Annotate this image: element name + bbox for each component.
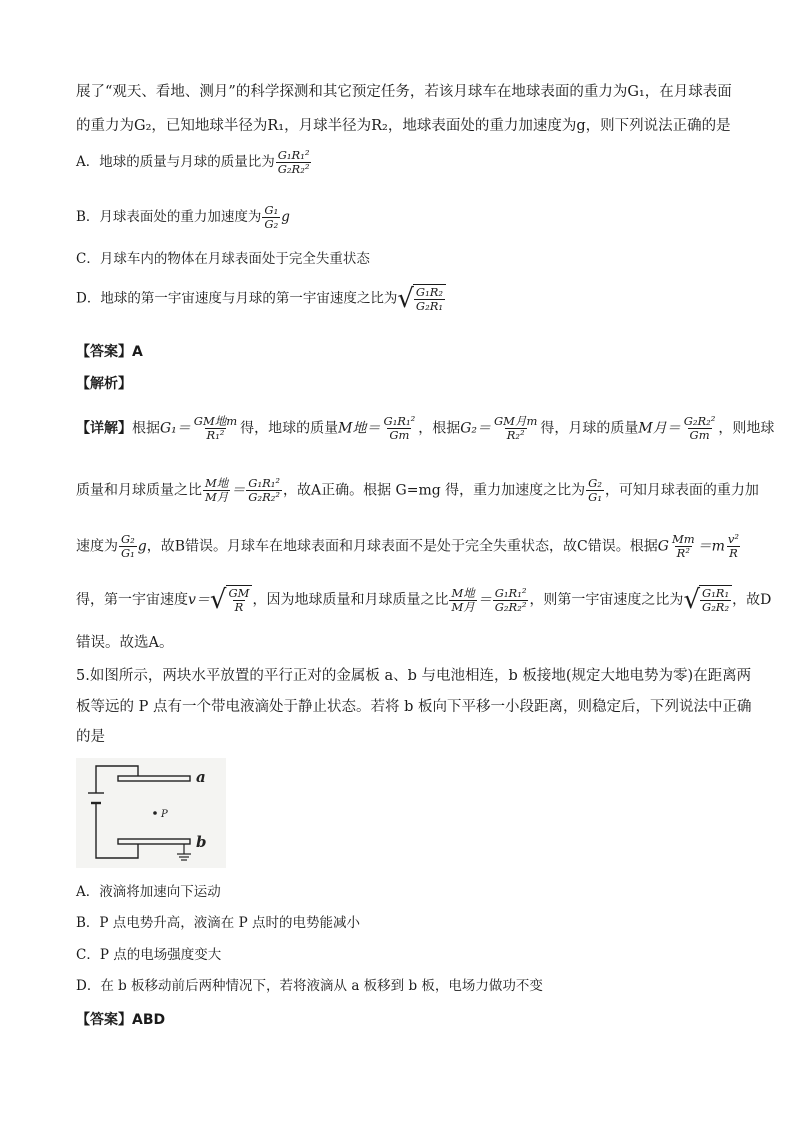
fraction bbox=[682, 415, 718, 442]
fraction-numerator: G₁R₁² bbox=[248, 476, 280, 490]
q4-option-d bbox=[76, 284, 446, 314]
fraction bbox=[449, 587, 476, 614]
q4-option-c: C．月球车内的物体在月球表面处于完全失重状态 bbox=[76, 251, 370, 267]
fraction-numerator: G₁ bbox=[264, 203, 279, 217]
q4-option-b bbox=[76, 204, 290, 231]
fraction bbox=[119, 533, 137, 560]
equals-sign: ＝ bbox=[477, 592, 492, 608]
label-p: P bbox=[161, 809, 168, 820]
q4-option-b-g: g bbox=[281, 209, 290, 225]
radical-sign: √ bbox=[209, 585, 227, 615]
fraction-numerator: GM月m bbox=[494, 414, 538, 428]
q4-detail-line-2 bbox=[76, 477, 759, 504]
sqrt bbox=[683, 585, 732, 615]
fraction bbox=[382, 415, 418, 442]
text: 得，月球的质量 bbox=[540, 420, 639, 437]
fraction-numerator: Mm bbox=[671, 532, 695, 546]
text: ，可知月球表面的重力加 bbox=[604, 482, 759, 499]
fraction bbox=[726, 533, 741, 560]
fraction bbox=[203, 477, 230, 504]
fraction-denominator: G₂R₂² bbox=[277, 162, 310, 176]
g-symbol: g bbox=[137, 538, 147, 555]
text: ，故A正确。根据 G=mg 得，重力加速度之比为 bbox=[282, 482, 586, 499]
fraction-denominator: R bbox=[729, 546, 738, 560]
text: ，因为地球质量和月球质量之比 bbox=[252, 592, 449, 608]
fraction-numerator: GM地m bbox=[193, 414, 238, 428]
fraction-numerator: G₁R₂ bbox=[415, 285, 443, 299]
fraction-numerator: G₁R₁ bbox=[702, 586, 730, 600]
q5-stem-line-2: 板等远的 P 点有一个带电液滴处于静止状态。若将 b 板向下平移一小段距离，则稳定后，下列说法中正确 bbox=[76, 699, 752, 715]
q5-answer: 【答案】ABD bbox=[76, 1012, 166, 1028]
detail-label: 【详解】 bbox=[76, 420, 132, 437]
q5-option-d: D．在 b 板移动前后两种情况下，若将液滴从 a 板移到 b 板，电场力做功不变 bbox=[76, 978, 543, 994]
q5-option-a: A．液滴将加速向下运动 bbox=[76, 884, 221, 900]
fraction-denominator: R² bbox=[676, 546, 690, 560]
q5-stem-line-3: 的是 bbox=[76, 729, 105, 745]
fraction-denominator: G₁ bbox=[121, 546, 135, 560]
fraction-denominator: Gm bbox=[689, 428, 710, 442]
q4-option-a-fraction bbox=[276, 149, 312, 176]
fraction-denominator: M月 bbox=[451, 599, 475, 614]
fraction-denominator: G₂ bbox=[264, 217, 279, 231]
q5-option-c: C．P 点的电场强度变大 bbox=[76, 947, 222, 963]
text: 得，地球的质量 bbox=[240, 420, 339, 437]
fraction-numerator: M地 bbox=[205, 476, 229, 490]
fraction bbox=[192, 415, 239, 442]
fraction-numerator: G₂R₂² bbox=[683, 414, 716, 428]
fraction-numerator: G₁R₁² bbox=[383, 414, 416, 428]
fraction-numerator: v² bbox=[727, 532, 740, 546]
fraction-denominator: G₂R₂² bbox=[494, 599, 527, 614]
droplet-p-dot bbox=[153, 811, 157, 815]
q4-detail-line-4 bbox=[76, 585, 771, 615]
radical-sign: √ bbox=[683, 585, 701, 615]
radical-sign: √ bbox=[397, 284, 414, 314]
q4-option-b-fraction bbox=[262, 204, 280, 231]
formula-rhs: ＝m bbox=[697, 538, 725, 555]
q4-option-d-sqrt bbox=[397, 284, 446, 314]
capacitor-circuit-figure bbox=[76, 758, 226, 868]
fraction-numerator: GM bbox=[228, 586, 250, 600]
q4-option-a-text: A．地球的质量与月球的质量比为 bbox=[76, 154, 275, 170]
q4-stem-line-2: 的重力为G₂，已知地球半径为R₁，月球半径为R₂，地球表面处的重力加速度为g，则下列说法正确的是 bbox=[76, 118, 731, 134]
text: 质量和月球质量之比 bbox=[76, 482, 202, 499]
label-a: a bbox=[196, 768, 206, 786]
q5-stem-line-1: 5.如图所示，两块水平放置的平行正对的金属板 a、b 与电池相连，b 板接地(规定大地电势为零)在距离两 bbox=[76, 668, 752, 684]
q4-option-a bbox=[76, 149, 312, 176]
fraction-denominator: Gm bbox=[389, 428, 410, 442]
fraction-numerator: G₂ bbox=[121, 532, 135, 546]
formula-lhs: v＝ bbox=[188, 592, 210, 608]
fraction-denominator: R₂² bbox=[506, 428, 525, 442]
equals-sign: ＝ bbox=[231, 482, 246, 499]
fraction-denominator: G₂R₁ bbox=[415, 299, 443, 313]
fraction bbox=[586, 477, 604, 504]
fraction-numerator: G₁R₁² bbox=[494, 585, 527, 600]
text: 根据 bbox=[132, 420, 160, 437]
fraction-denominator: R₁² bbox=[206, 428, 225, 442]
label-b: b bbox=[196, 833, 207, 851]
q4-detail-line-3 bbox=[76, 533, 742, 560]
text: 速度为 bbox=[76, 538, 118, 555]
fraction-numerator: G₁R₁² bbox=[277, 148, 310, 162]
sqrt bbox=[210, 585, 253, 615]
fraction-numerator: G₂ bbox=[588, 476, 602, 490]
formula-lhs: G₁＝ bbox=[160, 420, 191, 437]
formula-lhs: G₂＝ bbox=[460, 420, 491, 437]
text: ，则第一宇宙速度之比为 bbox=[529, 592, 684, 608]
formula-lhs: M月＝ bbox=[638, 420, 681, 437]
fraction bbox=[670, 533, 697, 560]
fraction bbox=[246, 477, 282, 504]
fraction bbox=[492, 415, 539, 442]
fraction-numerator: M地 bbox=[451, 585, 475, 600]
text: 得，第一宇宙速度 bbox=[76, 592, 188, 608]
q4-detail-line-1 bbox=[76, 415, 774, 442]
fraction-denominator: R bbox=[234, 600, 244, 614]
q4-answer: 【答案】A bbox=[76, 344, 143, 360]
text: ，故D bbox=[732, 592, 772, 608]
g-constant: G bbox=[657, 538, 669, 555]
fraction-denominator: M月 bbox=[205, 490, 229, 504]
q4-option-b-text: B．月球表面处的重力加速度为 bbox=[76, 209, 262, 225]
q4-detail-line-5: 错误。故选A。 bbox=[76, 635, 174, 651]
q5-option-b: B．P 点电势升高，液滴在 P 点时的电势能减小 bbox=[76, 915, 360, 931]
q4-option-d-text: D．地球的第一宇宙速度与月球的第一宇宙速度之比为 bbox=[76, 290, 398, 307]
text: ，则地球 bbox=[718, 420, 775, 437]
q4-analysis-label: 【解析】 bbox=[76, 376, 132, 392]
text: ，根据 bbox=[418, 420, 461, 437]
fraction-denominator: G₂R₂² bbox=[248, 490, 280, 504]
fraction bbox=[493, 587, 529, 614]
formula-lhs: M地＝ bbox=[338, 420, 381, 437]
fraction-denominator: G₁ bbox=[588, 490, 602, 504]
text: ，故B错误。月球车在地球表面和月球表面不是处于完全失重状态，故C错误。根据 bbox=[146, 538, 658, 555]
fraction-denominator: G₂R₂ bbox=[702, 600, 730, 614]
q4-stem-line-1: 展了“观天、看地、测月”的科学探测和其它预定任务，若该月球车在地球表面的重力为G₁，在月球表面 bbox=[76, 84, 732, 100]
